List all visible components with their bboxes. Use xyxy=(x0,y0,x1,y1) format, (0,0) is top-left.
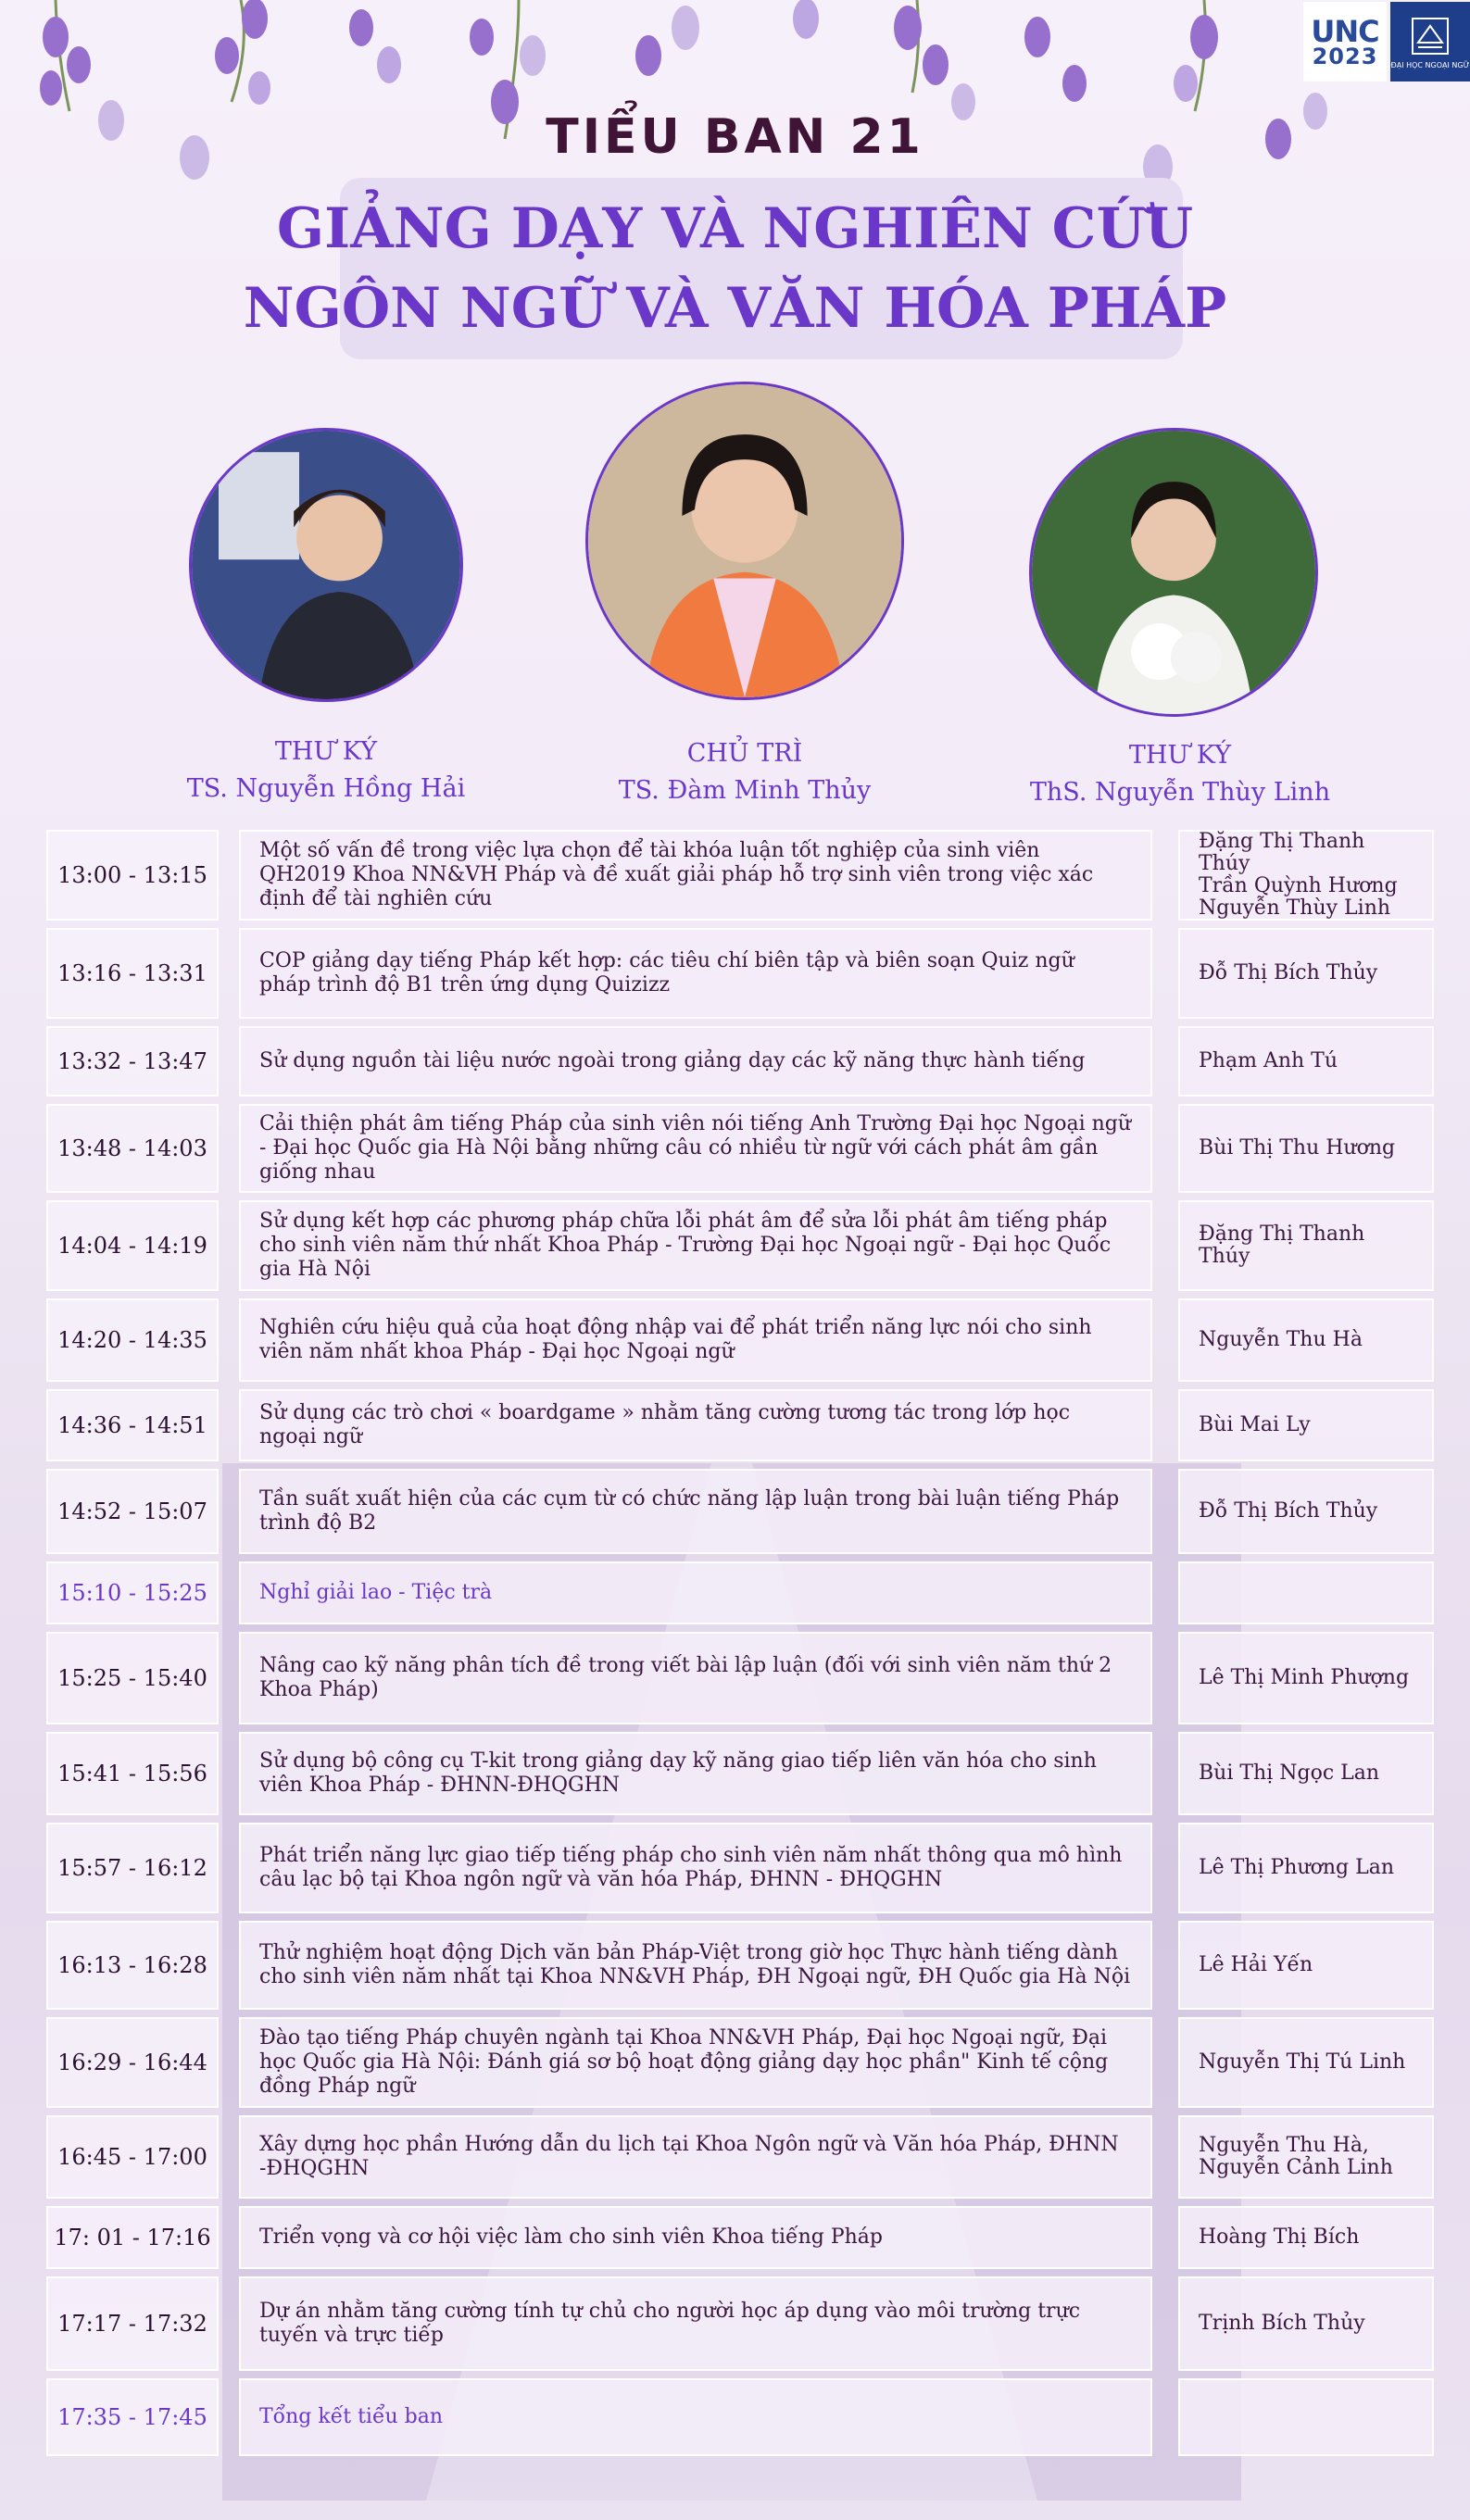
session-topic: Thử nghiệm hoạt động Dịch văn bản Pháp-Việt trong giờ học Thực hành tiếng dành cho sinh viên năm nhất tại Khoa NN&VH Pháp, ĐH Ngoại ngữ, ĐH Quốc gia Hà Nội xyxy=(239,1921,1152,2010)
schedule-break-row xyxy=(46,2378,1434,2456)
session-time: 16:45 - 17:00 xyxy=(46,2115,219,2199)
session-time: 14:36 - 14:51 xyxy=(46,1389,219,1461)
session-time: 16:29 - 16:44 xyxy=(46,2017,219,2108)
schedule-row xyxy=(46,1632,1434,1724)
session-time: 17:17 - 17:32 xyxy=(46,2276,219,2371)
schedule-row xyxy=(46,2115,1434,2199)
secretary-1-role: THƯ KÝ xyxy=(274,737,378,766)
session-speakers xyxy=(1178,2276,1434,2371)
session-topic: Cải thiện phát âm tiếng Pháp của sinh viên nói tiếng Anh Trường Đại học Ngoại ngữ - Đại học Quốc gia Hà Nội bằng những câu có nhiều từ ngữ với cách phát âm gần giống nhau xyxy=(239,1104,1152,1193)
secretary-2-photo xyxy=(1029,428,1318,717)
session-time: 17:35 - 17:45 xyxy=(46,2378,219,2456)
speaker-name: Hoàng Thị Bích xyxy=(1199,2225,1360,2249)
schedule-row xyxy=(46,1104,1434,1193)
schedule-row xyxy=(46,2206,1434,2269)
subcommittee-heading: TIỂU BAN 21 xyxy=(546,109,924,165)
session-time: 15:41 - 15:56 xyxy=(46,1732,219,1815)
speaker-name: Đặng Thị Thanh Thúy xyxy=(1199,1222,1365,1268)
schedule-break-row xyxy=(46,1561,1434,1624)
title-line-2: NGÔN NGỮ VÀ VĂN HÓA PHÁP xyxy=(243,276,1227,341)
session-speakers xyxy=(1178,1469,1434,1554)
session-speakers xyxy=(1178,1561,1434,1624)
speaker-name: Phạm Anh Tú xyxy=(1199,1049,1338,1072)
chair-photo xyxy=(585,382,904,700)
schedule-row xyxy=(46,1026,1434,1097)
session-time: 17: 01 - 17:16 xyxy=(46,2206,219,2269)
speaker-name: Bùi Thị Ngọc Lan xyxy=(1199,1761,1380,1785)
ulis-emblem-icon xyxy=(1409,15,1451,57)
secretary-2-info xyxy=(993,737,1367,811)
session-speakers xyxy=(1178,1389,1434,1461)
session-topic: Nâng cao kỹ năng phân tích đề trong viết bài lập luận (đối với sinh viên năm thứ 2 Khoa Pháp) xyxy=(239,1632,1152,1724)
session-topic: COP giảng dạy tiếng Pháp kết hợp: các tiêu chí biên tập và biên soạn Quiz ngữ pháp trình độ B1 trên ứng dụng Quizizz xyxy=(239,928,1152,1019)
session-topic: Đào tạo tiếng Pháp chuyên ngành tại Khoa NN&VH Pháp, Đại học Ngoại ngữ, Đại học Quốc gia Hà Nội: Đánh giá sơ bộ hoạt động giảng dạy học phần" Kinh tế cộng đồng Pháp ngữ xyxy=(239,2017,1152,2108)
schedule-row xyxy=(46,1298,1434,1382)
schedule-row xyxy=(46,2276,1434,2371)
schedule-row xyxy=(46,1732,1434,1815)
schedule-row xyxy=(46,1200,1434,1291)
session-topic: Nghiên cứu hiệu quả của hoạt động nhập vai để phát triển năng lực nói cho sinh viên năm nhất khoa Pháp - Đại học Ngoại ngữ xyxy=(239,1298,1152,1382)
portrait-image xyxy=(1032,431,1315,714)
session-time: 14:20 - 14:35 xyxy=(46,1298,219,1382)
chair-info xyxy=(555,735,935,809)
secretary-1-photo xyxy=(189,428,463,702)
chair-name: TS. Đàm Minh Thủy xyxy=(618,776,872,805)
schedule-row xyxy=(46,1469,1434,1554)
session-time: 13:16 - 13:31 xyxy=(46,928,219,1019)
speaker-name: Bùi Thị Thu Hương xyxy=(1199,1136,1396,1160)
session-speakers xyxy=(1178,2206,1434,2269)
speaker-name: Nguyễn Thùy Linh xyxy=(1199,896,1391,920)
session-time: 15:57 - 16:12 xyxy=(46,1823,219,1913)
session-topic: Xây dựng học phần Hướng dẫn du lịch tại Khoa Ngôn ngữ và Văn hóa Pháp, ĐHNN -ĐHQGHN xyxy=(239,2115,1152,2199)
session-topic: Phát triển năng lực giao tiếp tiếng pháp cho sinh viên năm nhất thông qua mô hình câu lạc bộ tại Khoa ngôn ngữ và văn hóa Pháp, ĐHNN - ĐHQGHN xyxy=(239,1823,1152,1913)
secretary-2-name: ThS. Nguyễn Thùy Linh xyxy=(1029,778,1331,807)
secretary-1-name: TS. Nguyễn Hồng Hải xyxy=(186,774,466,803)
session-time: 14:52 - 15:07 xyxy=(46,1469,219,1554)
speaker-name: Lê Thị Minh Phượng xyxy=(1199,1666,1410,1689)
session-speakers xyxy=(1178,1732,1434,1815)
session-time: 13:00 - 13:15 xyxy=(46,830,219,921)
session-speakers xyxy=(1178,1298,1434,1382)
speaker-name: Đặng Thị Thanh Thúy xyxy=(1199,830,1365,875)
ulis-logo xyxy=(1390,2,1470,81)
session-topic: Dự án nhằm tăng cường tính tự chủ cho người học áp dụng vào môi trường trực tuyến và trực tiếp xyxy=(239,2276,1152,2371)
session-topic: Sử dụng kết hợp các phương pháp chữa lỗi phát âm để sửa lỗi phát âm tiếng pháp cho sinh viên năm thứ nhất Khoa Pháp - Trường Đại học Ngoại ngữ - Đại học Quốc gia Hà Nội xyxy=(239,1200,1152,1291)
session-topic: Tổng kết tiểu ban xyxy=(239,2378,1152,2456)
secretary-2-role: THƯ KÝ xyxy=(1128,741,1232,770)
session-speakers xyxy=(1178,1104,1434,1193)
session-time: 15:10 - 15:25 xyxy=(46,1561,219,1624)
speaker-name: Đỗ Thị Bích Thủy xyxy=(1199,961,1378,984)
session-speakers xyxy=(1178,2017,1434,2108)
portrait-image xyxy=(588,384,901,697)
schedule-row xyxy=(46,1389,1434,1461)
session-speakers xyxy=(1178,2378,1434,2456)
speaker-name: Trần Quỳnh Hương xyxy=(1199,874,1398,897)
session-topic: Sử dụng bộ công cụ T-kit trong giảng dạy kỹ năng giao tiếp liên văn hóa cho sinh viên Khoa Pháp - ĐHNN-ĐHQGHN xyxy=(239,1732,1152,1815)
secretary-1-info xyxy=(141,733,511,808)
speaker-name: Nguyễn Thu Hà xyxy=(1199,1328,1363,1351)
title-line-1: GIẢNG DẠY VÀ NGHIÊN CỨU xyxy=(276,196,1194,261)
session-speakers xyxy=(1178,1026,1434,1097)
session-speakers xyxy=(1178,1823,1434,1913)
speaker-name: Lê Thị Phương Lan xyxy=(1199,1856,1395,1879)
session-topic: Một số vấn đề trong việc lựa chọn để tài khóa luận tốt nghiệp của sinh viên QH2019 Khoa NN&VH Pháp và đề xuất giải pháp hỗ trợ sinh viên trong việc xác định để tài nghiên cứu xyxy=(239,830,1152,921)
session-topic: Triển vọng và cơ hội việc làm cho sinh viên Khoa tiếng Pháp xyxy=(239,2206,1152,2269)
session-time: 14:04 - 14:19 xyxy=(46,1200,219,1291)
speaker-name: Trịnh Bích Thủy xyxy=(1199,2312,1365,2335)
speaker-name: Nguyễn Cảnh Linh xyxy=(1199,2156,1393,2179)
unc-logo-text: UNC xyxy=(1311,14,1379,49)
unc-logo-year: 2023 xyxy=(1312,44,1378,69)
session-time: 13:48 - 14:03 xyxy=(46,1104,219,1193)
schedule-row xyxy=(46,1921,1434,2010)
session-topic: Sử dụng các trò chơi « boardgame » nhằm tăng cường tương tác trong lớp học ngoại ngữ xyxy=(239,1389,1152,1461)
schedule-row xyxy=(46,1823,1434,1913)
unc-2023-logo xyxy=(1303,2,1387,81)
session-topic: Sử dụng nguồn tài liệu nước ngoài trong giảng dạy các kỹ năng thực hành tiếng xyxy=(239,1026,1152,1097)
session-time: 15:25 - 15:40 xyxy=(46,1632,219,1724)
session-topic: Tần suất xuất hiện của các cụm từ có chức năng lập luận trong bài luận tiếng Pháp trình độ B2 xyxy=(239,1469,1152,1554)
chair-role: CHỦ TRÌ xyxy=(686,739,803,768)
speaker-name: Nguyễn Thu Hà, xyxy=(1199,2134,1369,2157)
session-speakers xyxy=(1178,830,1434,921)
speaker-name: Bùi Mai Ly xyxy=(1199,1413,1311,1436)
ulis-logo-text: ĐẠI HỌC NGOẠI NGỮ xyxy=(1390,60,1470,69)
portrait-image xyxy=(192,431,460,699)
session-speakers xyxy=(1178,1200,1434,1291)
session-speakers xyxy=(1178,1632,1434,1724)
speaker-name: Đỗ Thị Bích Thủy xyxy=(1199,1499,1378,1523)
session-speakers xyxy=(1178,928,1434,1019)
session-time: 16:13 - 16:28 xyxy=(46,1921,219,2010)
schedule-row xyxy=(46,928,1434,1019)
speaker-name: Lê Hải Yến xyxy=(1199,1953,1313,1976)
session-speakers xyxy=(1178,1921,1434,2010)
schedule-row xyxy=(46,2017,1434,2108)
session-speakers xyxy=(1178,2115,1434,2199)
schedule-row xyxy=(46,830,1434,921)
speaker-name: Nguyễn Thị Tú Linh xyxy=(1199,2050,1406,2074)
session-time: 13:32 - 13:47 xyxy=(46,1026,219,1097)
logo-group xyxy=(1303,0,1470,85)
session-topic: Nghỉ giải lao - Tiệc trà xyxy=(239,1561,1152,1624)
